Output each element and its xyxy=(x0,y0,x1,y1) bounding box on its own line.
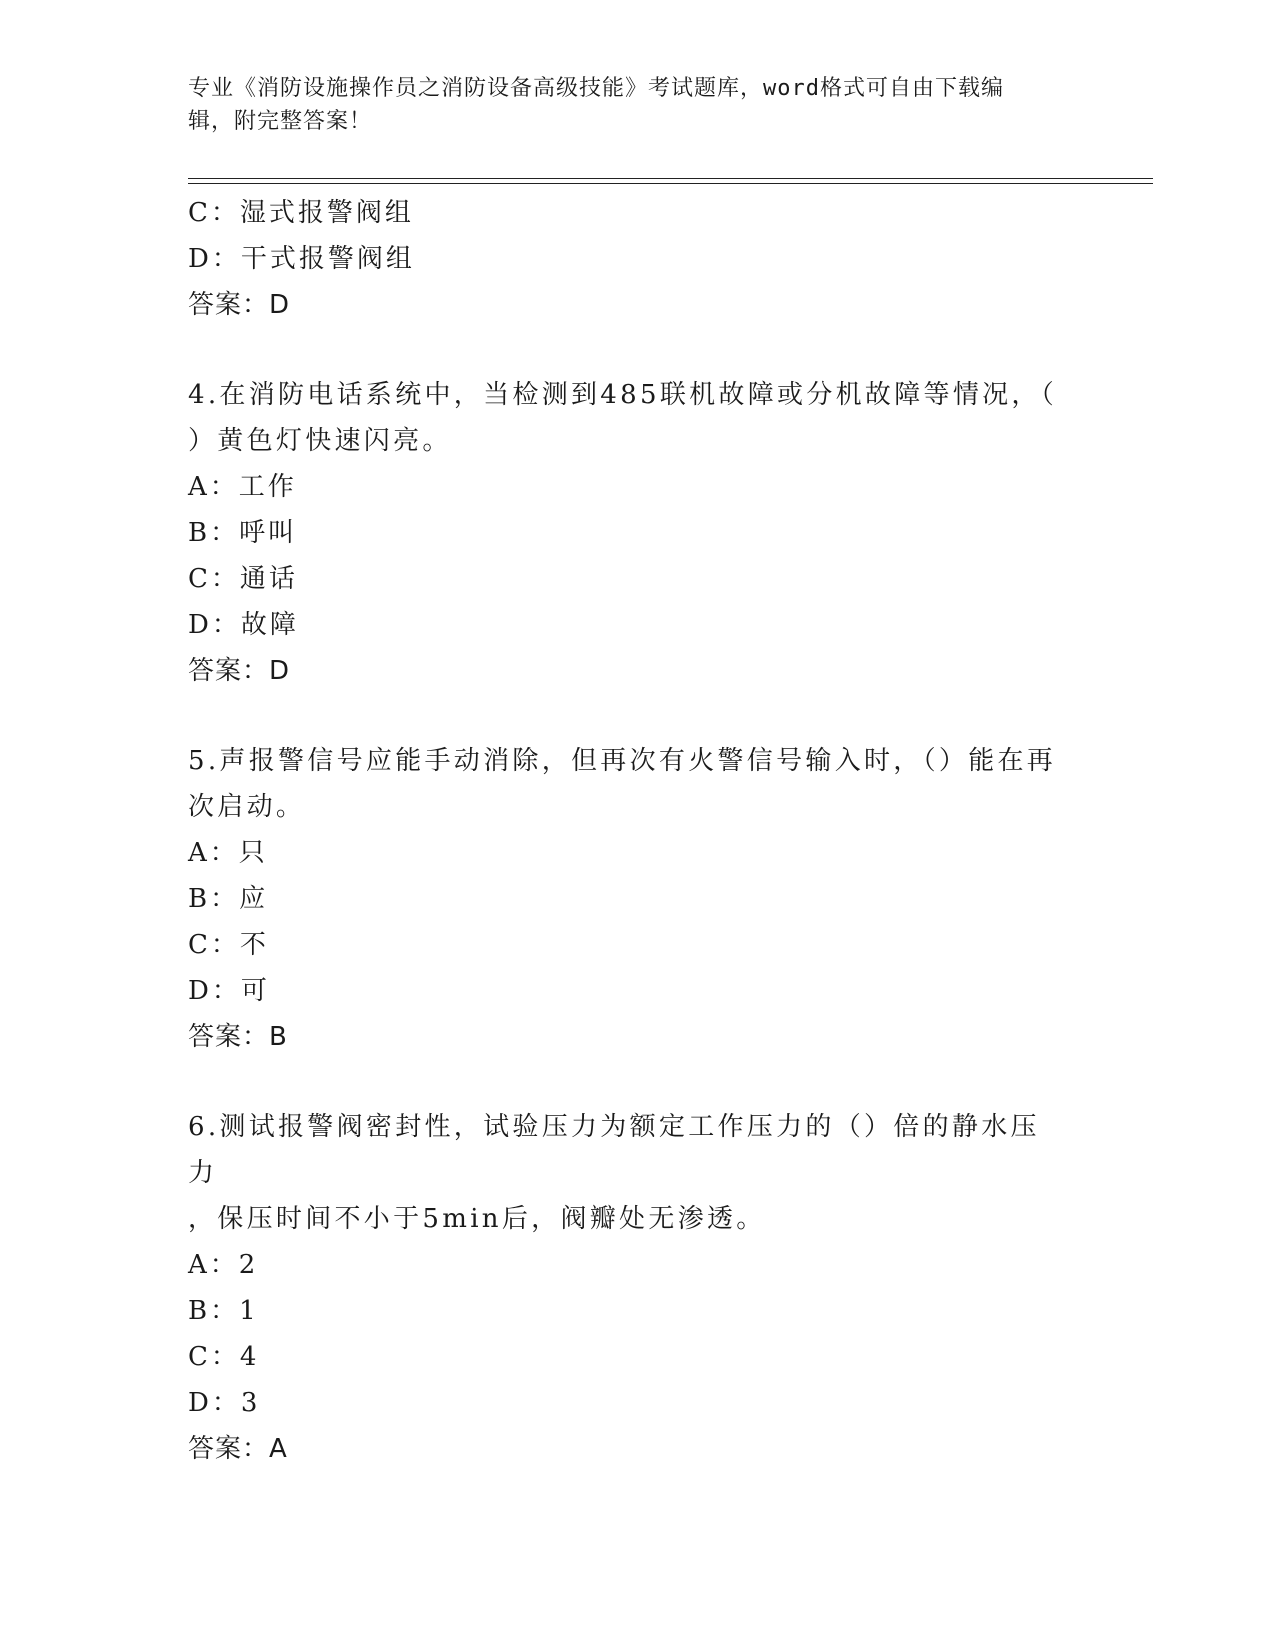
option-c: C：4 xyxy=(188,1342,260,1372)
option-b: B：1 xyxy=(188,1296,259,1326)
spacer xyxy=(188,694,1068,738)
question-stem-line-1: 5.声报警信号应能手动消除，但再次有火警信号输入时，（）能在再 xyxy=(188,746,1057,776)
question-stem-line-1: 4.在消防电话系统中，当检测到485联机故障或分机故障等情况，（ xyxy=(188,380,1058,410)
question-list xyxy=(188,190,1068,1472)
question-5 xyxy=(188,738,1068,1060)
answer-line: 答案：D xyxy=(188,656,291,686)
header-line-1: 专业《消防设施操作员之消防设备高级技能》考试题库，word格式可自由下载编 xyxy=(188,76,1004,101)
option-d: D：干式报警阀组 xyxy=(188,244,415,274)
option-d: D：可 xyxy=(188,976,270,1006)
option-b: B：应 xyxy=(188,884,269,914)
header-line-2: 辑，附完整答案！ xyxy=(188,109,373,134)
question-6 xyxy=(188,1104,1068,1472)
option-c: C：不 xyxy=(188,930,269,960)
header-divider-top xyxy=(188,178,1153,179)
question-stem xyxy=(188,372,1068,464)
option-c: C：湿式报警阀组 xyxy=(188,198,414,228)
question-4 xyxy=(188,372,1068,694)
option-a: A：工作 xyxy=(188,472,297,502)
answer-line: 答案：D xyxy=(188,290,291,320)
question-stem-line-1: 6.测试报警阀密封性，试验压力为额定工作压力的（）倍的静水压力 xyxy=(188,1112,1040,1188)
option-d: D：故障 xyxy=(188,610,299,640)
header-divider-bottom xyxy=(188,183,1153,184)
answer-line: 答案：A xyxy=(188,1434,288,1464)
question-stem xyxy=(188,1104,1068,1242)
question-3-partial xyxy=(188,190,1068,328)
option-a: A：只 xyxy=(188,838,268,868)
spacer xyxy=(188,328,1068,372)
option-c: C：通话 xyxy=(188,564,298,594)
question-stem-line-2: ）黄色灯快速闪亮。 xyxy=(188,426,452,456)
question-stem xyxy=(188,738,1068,830)
question-stem-line-2: ，保压时间不小于5min后，阀瓣处无渗透。 xyxy=(188,1204,766,1234)
option-b: B：呼叫 xyxy=(188,518,298,548)
question-stem-line-2: 次启动。 xyxy=(188,792,306,822)
answer-line: 答案：B xyxy=(188,1022,288,1052)
option-a: A：2 xyxy=(188,1250,259,1280)
spacer xyxy=(188,1060,1068,1104)
option-d: D：3 xyxy=(188,1388,261,1418)
document-header xyxy=(188,72,1068,138)
